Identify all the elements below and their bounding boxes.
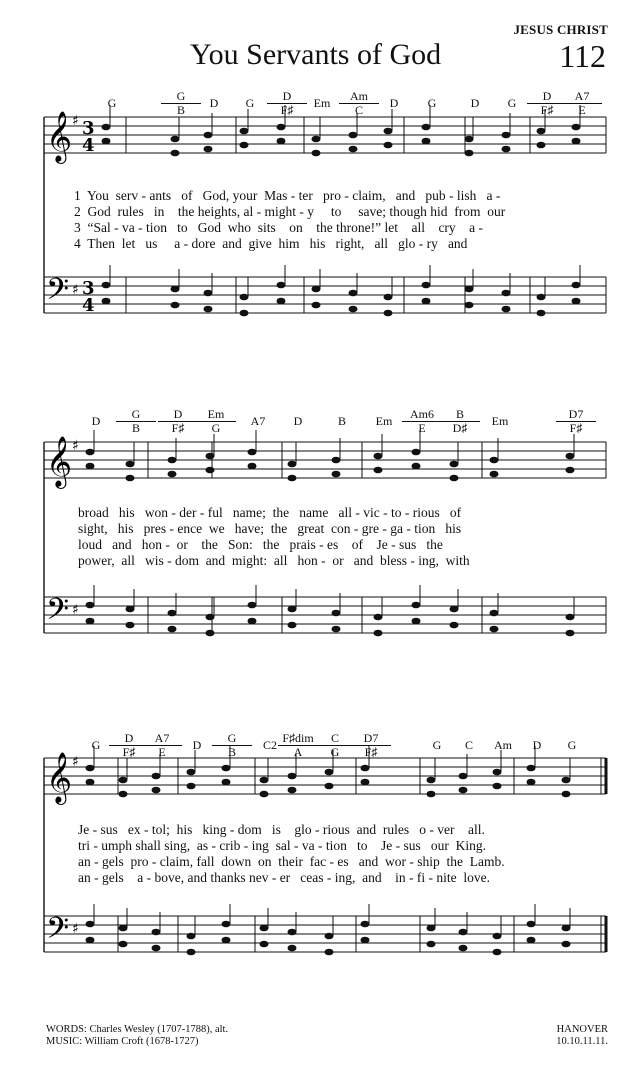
- chord-bass-note: B: [116, 421, 156, 435]
- notehead: [325, 949, 334, 956]
- chord-name: D: [173, 407, 183, 421]
- bass-clef-icon: 𝄢: [46, 593, 70, 634]
- notehead: [248, 602, 257, 609]
- notehead: [490, 457, 499, 464]
- notehead: [86, 449, 95, 456]
- chord-name: G: [432, 738, 442, 752]
- notehead: [260, 777, 269, 784]
- notehead: [384, 310, 393, 317]
- lyric-line: 4 Then let us a - dore and give him his right, all glo - ry and: [74, 236, 468, 251]
- chord-bass-note: D♯: [440, 421, 480, 435]
- notehead: [412, 463, 421, 470]
- notehead: [204, 306, 213, 313]
- notehead: [277, 298, 286, 305]
- lyric-line: sight, his pres - ence we have; the great con - gre - ga - tion his: [78, 521, 462, 536]
- notehead: [332, 626, 341, 633]
- chord-bass-note: G: [196, 421, 236, 435]
- lyric-line: Je - sus ex - tol; his king - dom is glo - rious and rules o - ver all.: [78, 822, 485, 837]
- notehead: [222, 937, 231, 944]
- notehead: [86, 765, 95, 772]
- chord-name: D: [91, 414, 101, 428]
- chord-bass-note: A: [278, 745, 318, 759]
- notehead: [312, 286, 321, 293]
- sharp-icon: ♯: [72, 921, 79, 937]
- chord-name: G: [245, 96, 255, 110]
- notehead: [412, 602, 421, 609]
- chord-name: G: [427, 96, 437, 110]
- bass-clef-icon: 𝄢: [46, 273, 70, 314]
- notehead: [288, 475, 297, 482]
- notehead: [168, 626, 177, 633]
- notehead: [332, 610, 341, 617]
- notehead: [325, 933, 334, 940]
- notehead: [427, 791, 436, 798]
- notehead: [450, 606, 459, 613]
- chord-name: G: [107, 96, 117, 110]
- notehead: [171, 150, 180, 157]
- chord-name: D: [293, 414, 303, 428]
- chord-name: C2: [262, 738, 277, 752]
- notehead: [527, 779, 536, 786]
- notehead: [572, 138, 581, 145]
- notehead: [427, 925, 436, 932]
- chord-symbol: [116, 408, 156, 435]
- chord-bass-note: G: [315, 745, 355, 759]
- chord-symbol: [374, 97, 414, 110]
- notehead: [374, 614, 383, 621]
- notehead: [374, 453, 383, 460]
- notehead: [537, 128, 546, 135]
- notehead: [126, 475, 135, 482]
- notehead: [422, 124, 431, 131]
- notehead: [187, 769, 196, 776]
- notehead: [502, 290, 511, 297]
- notehead: [566, 630, 575, 637]
- notehead: [288, 622, 297, 629]
- chord-name: G: [91, 738, 101, 752]
- time-signature: 4: [82, 295, 95, 316]
- sharp-icon: ♯: [72, 438, 79, 454]
- notehead: [86, 779, 95, 786]
- notehead: [152, 929, 161, 936]
- notehead: [152, 787, 161, 794]
- notehead: [490, 626, 499, 633]
- chord-symbol: [556, 408, 596, 435]
- notehead: [527, 765, 536, 772]
- notehead: [384, 128, 393, 135]
- notehead: [204, 290, 213, 297]
- notehead: [288, 929, 297, 936]
- notehead: [288, 787, 297, 794]
- notehead: [361, 779, 370, 786]
- notehead: [102, 282, 111, 289]
- tune-info: [556, 1024, 608, 1048]
- chord-symbol: [315, 732, 355, 759]
- chord-name: D: [542, 89, 552, 103]
- notehead: [102, 124, 111, 131]
- hymn-title: You Servants of God: [190, 38, 442, 71]
- notehead: [206, 630, 215, 637]
- chord-symbol: [230, 97, 270, 110]
- sharp-icon: ♯: [72, 113, 79, 129]
- chord-bass-note: F♯: [556, 421, 596, 435]
- notehead: [288, 945, 297, 952]
- treble-clef-icon: 𝄞: [46, 111, 73, 162]
- chord-symbol: [480, 415, 520, 428]
- notehead: [277, 282, 286, 289]
- notehead: [86, 463, 95, 470]
- notehead: [204, 132, 213, 139]
- notehead: [102, 298, 111, 305]
- notehead: [493, 949, 502, 956]
- chord-bass-note: F♯: [158, 421, 198, 435]
- notehead: [312, 150, 321, 157]
- notehead: [248, 449, 257, 456]
- notehead: [493, 933, 502, 940]
- chord-bass-note: B: [212, 745, 252, 759]
- chord-name: D: [532, 738, 542, 752]
- music-credit: MUSIC: William Croft (1678-1727): [46, 1036, 199, 1047]
- notehead: [349, 146, 358, 153]
- chord-bass-note: E: [402, 421, 442, 435]
- notehead: [450, 461, 459, 468]
- notehead: [126, 622, 135, 629]
- notehead: [422, 298, 431, 305]
- notehead: [562, 791, 571, 798]
- notehead: [349, 132, 358, 139]
- notehead: [384, 142, 393, 149]
- notehead: [240, 142, 249, 149]
- lyric-line: 2 God rules in the heights, al - might - y to save; though hid from our: [74, 204, 506, 219]
- chord-symbol: [278, 732, 318, 759]
- chord-bass-note: C: [339, 103, 379, 117]
- notehead: [119, 791, 128, 798]
- time-signature: 4: [82, 135, 95, 156]
- chord-symbol: [492, 97, 532, 110]
- chord-symbol: [351, 732, 391, 759]
- chord-symbol: [212, 732, 252, 759]
- chord-symbol: [364, 415, 404, 428]
- notehead: [422, 138, 431, 145]
- notehead: [465, 150, 474, 157]
- chord-symbol: [339, 90, 379, 117]
- notehead: [374, 630, 383, 637]
- chord-name: Am6: [410, 407, 434, 421]
- chord-name: Em: [491, 414, 509, 428]
- chord-symbol: [278, 415, 318, 428]
- chord-name: G: [507, 96, 517, 110]
- notehead: [384, 294, 393, 301]
- notehead: [527, 921, 536, 928]
- chord-symbol: [552, 739, 592, 752]
- chord-name: B: [455, 407, 464, 421]
- chord-bass-note: B: [161, 103, 201, 117]
- notehead: [572, 282, 581, 289]
- chord-name: D: [470, 96, 480, 110]
- notehead: [171, 136, 180, 143]
- notehead: [206, 467, 215, 474]
- notehead: [102, 138, 111, 145]
- section-heading: JESUS CHRIST: [513, 22, 608, 37]
- chord-bass-note: E: [562, 103, 602, 117]
- notehead: [349, 290, 358, 297]
- notehead: [459, 929, 468, 936]
- chord-name: F♯dim: [282, 731, 314, 745]
- time-signature: 3: [82, 278, 95, 299]
- chord-name: D7: [568, 407, 584, 421]
- chord-symbol: [196, 408, 236, 435]
- notehead: [152, 773, 161, 780]
- chord-name: A7: [574, 89, 590, 103]
- lyric-line: tri - umph shall sing, as - crib - ing sal - va - tion to Je - sus our King.: [78, 838, 486, 853]
- notehead: [465, 286, 474, 293]
- notehead: [572, 124, 581, 131]
- notehead: [459, 945, 468, 952]
- notehead: [119, 777, 128, 784]
- treble-clef-icon: 𝄞: [46, 436, 73, 487]
- chord-symbol: [322, 415, 362, 428]
- notehead: [260, 791, 269, 798]
- words-credit: WORDS: Charles Wesley (1707-1788), alt.: [46, 1024, 229, 1035]
- notehead: [86, 937, 95, 944]
- notehead: [312, 302, 321, 309]
- notehead: [260, 925, 269, 932]
- notehead: [361, 937, 370, 944]
- chord-name: G: [176, 89, 186, 103]
- notehead: [332, 471, 341, 478]
- chord-symbol: [194, 97, 234, 110]
- notehead: [152, 945, 161, 952]
- lyric-line: 1 You serv - ants of God, your Mas - ter pro - claim, and pub - lish a -: [74, 188, 501, 203]
- chord-bass-note: F♯: [267, 103, 307, 117]
- chord-name: Em: [207, 407, 225, 421]
- chord-name: Em: [375, 414, 393, 428]
- notehead: [171, 286, 180, 293]
- chord-name: D7: [363, 731, 379, 745]
- chord-symbol: [158, 408, 198, 435]
- notehead: [288, 606, 297, 613]
- chord-symbol: [517, 739, 557, 752]
- notehead: [248, 463, 257, 470]
- chord-symbol: [455, 97, 495, 110]
- chord-symbol: [562, 90, 602, 117]
- notehead: [562, 777, 571, 784]
- chord-name: G: [227, 731, 237, 745]
- notehead: [222, 765, 231, 772]
- notehead: [537, 142, 546, 149]
- notehead: [502, 146, 511, 153]
- notehead: [427, 777, 436, 784]
- chord-name: C: [464, 738, 473, 752]
- notehead: [86, 921, 95, 928]
- sharp-icon: ♯: [72, 282, 79, 298]
- lyric-line: power, all wis - dom and might: all hon - or and bless - ing, with: [78, 553, 470, 568]
- chord-symbol: [92, 97, 132, 110]
- notehead: [240, 294, 249, 301]
- chord-symbol: [402, 408, 442, 435]
- notehead: [361, 921, 370, 928]
- notehead: [126, 461, 135, 468]
- chord-name: Am: [494, 738, 512, 752]
- chord-name: A7: [154, 731, 170, 745]
- notehead: [422, 282, 431, 289]
- notehead: [566, 467, 575, 474]
- chord-symbol: [267, 90, 307, 117]
- notehead: [222, 921, 231, 928]
- notehead: [490, 471, 499, 478]
- chord-symbol: [238, 415, 278, 428]
- meter: 10.10.11.11.: [556, 1036, 608, 1047]
- notehead: [277, 124, 286, 131]
- notehead: [562, 941, 571, 948]
- chord-name: A7: [250, 414, 266, 428]
- notehead: [537, 294, 546, 301]
- chord-bass-note: E: [142, 745, 182, 759]
- lyric-line: an - gels pro - claim, fall down on their fac - es and wor - ship the Lamb.: [78, 854, 505, 869]
- lyric-line: broad his won - der - ful name; the name all - vic - to - rious of: [78, 505, 462, 520]
- notehead: [187, 933, 196, 940]
- notehead: [168, 610, 177, 617]
- notehead: [187, 949, 196, 956]
- notehead: [450, 475, 459, 482]
- chord-bass-note: F♯: [527, 103, 567, 117]
- notehead: [119, 941, 128, 948]
- chord-name: D: [282, 89, 292, 103]
- notehead: [465, 136, 474, 143]
- chord-name: G: [567, 738, 577, 752]
- treble-clef-icon: 𝄞: [46, 752, 73, 803]
- notehead: [325, 783, 334, 790]
- lyric-line: loud and hon - or the Son: the prais - es of Je - sus the: [78, 537, 443, 552]
- chord-bass-note: F♯: [351, 745, 391, 759]
- notehead: [361, 765, 370, 772]
- notehead: [502, 132, 511, 139]
- chord-symbol: [76, 415, 116, 428]
- notehead: [206, 614, 215, 621]
- notehead: [204, 146, 213, 153]
- chord-name: D: [209, 96, 219, 110]
- chord-name: C: [330, 731, 339, 745]
- notehead: [374, 467, 383, 474]
- notehead: [412, 449, 421, 456]
- notehead: [86, 602, 95, 609]
- chord-symbol: [302, 97, 342, 110]
- hymn-number: 112: [559, 38, 606, 74]
- notehead: [490, 610, 499, 617]
- notehead: [288, 773, 297, 780]
- notehead: [187, 783, 196, 790]
- notehead: [277, 138, 286, 145]
- notehead: [206, 453, 215, 460]
- notehead: [222, 779, 231, 786]
- chord-name: Em: [313, 96, 331, 110]
- notehead: [332, 457, 341, 464]
- notehead: [450, 622, 459, 629]
- chord-symbol: [142, 732, 182, 759]
- chord-name: D: [192, 738, 202, 752]
- notehead: [566, 614, 575, 621]
- credits: [46, 1024, 228, 1048]
- notehead: [465, 302, 474, 309]
- chord-symbol: [440, 408, 480, 435]
- notehead: [126, 606, 135, 613]
- chord-name: G: [131, 407, 141, 421]
- notehead: [86, 618, 95, 625]
- notehead: [119, 925, 128, 932]
- notehead: [240, 310, 249, 317]
- chord-symbol: [177, 739, 217, 752]
- notehead: [168, 457, 177, 464]
- notehead: [459, 787, 468, 794]
- tune-name: HANOVER: [556, 1024, 608, 1035]
- notehead: [572, 298, 581, 305]
- notehead: [248, 618, 257, 625]
- chord-symbol: [527, 90, 567, 117]
- lyric-line: an - gels a - bove, and thanks nev - er ceas - ing, and in - fi - nite love.: [78, 870, 490, 885]
- notehead: [171, 302, 180, 309]
- sharp-icon: ♯: [72, 602, 79, 618]
- notehead: [527, 937, 536, 944]
- notehead: [168, 471, 177, 478]
- notehead: [260, 941, 269, 948]
- notehead: [459, 773, 468, 780]
- notehead: [427, 941, 436, 948]
- sharp-icon: ♯: [72, 754, 79, 770]
- chord-name: Am: [350, 89, 368, 103]
- notehead: [493, 769, 502, 776]
- notehead: [537, 310, 546, 317]
- notehead: [325, 769, 334, 776]
- notehead: [412, 618, 421, 625]
- chord-name: D: [124, 731, 134, 745]
- notehead: [566, 453, 575, 460]
- notehead: [562, 925, 571, 932]
- chord-bass-note: F♯: [109, 745, 149, 759]
- time-signature: 3: [82, 118, 95, 139]
- notehead: [288, 461, 297, 468]
- notehead: [312, 136, 321, 143]
- chord-name: D: [389, 96, 399, 110]
- notehead: [493, 783, 502, 790]
- chord-symbol: [412, 97, 452, 110]
- bass-clef-icon: 𝄢: [46, 912, 70, 953]
- lyric-line: 3 “Sal - va - tion to God who sits on the throne!” let all cry a -: [74, 220, 484, 235]
- notehead: [502, 306, 511, 313]
- notehead: [349, 306, 358, 313]
- notehead: [240, 128, 249, 135]
- chord-name: B: [337, 414, 346, 428]
